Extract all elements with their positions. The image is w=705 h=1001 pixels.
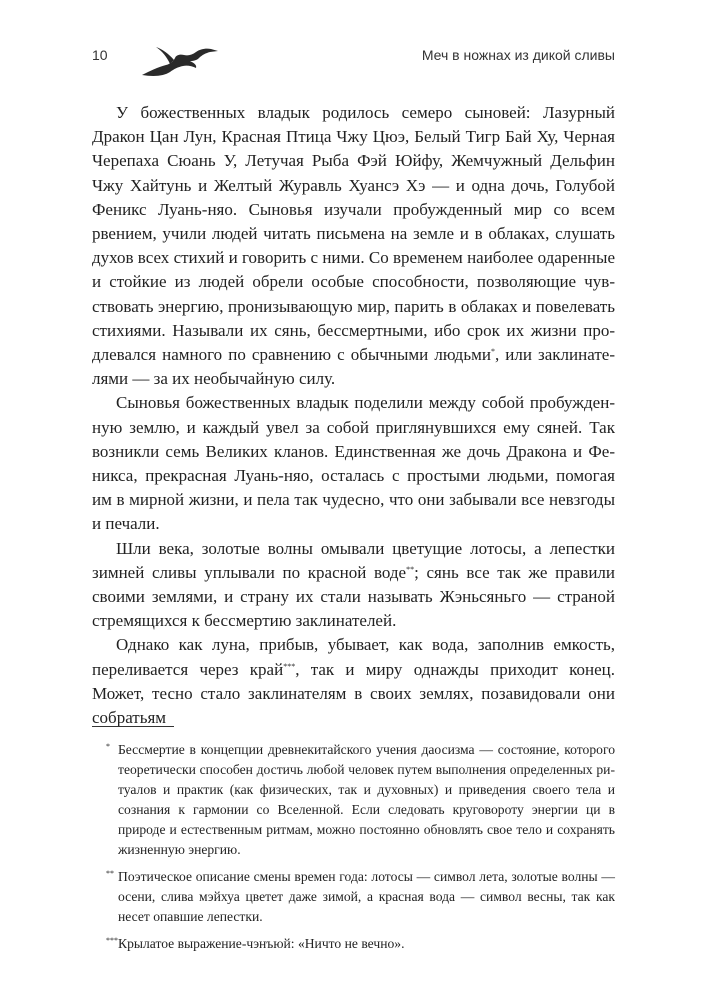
running-title: Меч в ножнах из дикой сливы xyxy=(421,47,615,63)
paragraph-4: Однако как луна, прибыв, убывает, как вода, заполнив емкость, переливается через край***, так и миру однажды приходит конец. Может, тесно стало заклинателям в своих землях, позавидовали они собратьям xyxy=(92,635,615,728)
paragraph-2: Сыновья божественных владык поделили между собой пробужденную землю, и каждый увел за собой приглянувшихся ему сяней. Так возникли семь Великих кланов. Единственная же дочь Дракона и Феникса, прекрасная Луань-няо, осталась с простыми людьми, помогая им в мирной жизни, и пела так чудесно, что они забывали все невзгоды и печали. xyxy=(92,393,615,534)
footnote-mark: *** xyxy=(106,936,118,945)
footnote-text: Бессмертие в концепции древнекитайского учения даосизма — состояние, которого теоретически способен достичь любой человек путем выполнения определенных ритуалов и практик (как физических, так и духовных) и приведения своего тела и сознания к гармонии со Вселенной. Если следовать круговороту энергии ци в природе и естественным ритмам, можно постоянно обновлять свое тело и сохранять жизненную энергию. xyxy=(118,742,615,857)
footnote-divider xyxy=(92,726,174,727)
flying-crane-icon xyxy=(140,44,220,78)
paragraph-3: Шли века, золотые волны омывали цветущие лотосы, а лепестки зимней сливы уплывали по красной воде**; сянь все так же правили своими землями, и страну их стали называть Жэньсяньго — страной стремящихся к бессмертию заклинателей. xyxy=(92,538,615,631)
page-header xyxy=(92,42,615,82)
footnote-ref-3[interactable]: *** xyxy=(283,661,296,671)
footnote-2 xyxy=(92,867,615,927)
footnote-1 xyxy=(92,740,615,860)
paragraph-1: У божественных владык родилось семеро сыновей: Лазурный Дракон Цан Лун, Красная Птица Чжу Цюэ, Белый Тигр Бай Ху, Черная Черепаха Сюань У, Летучая Рыба Фэй Юйфу, Жемчужный Дельфин Чжу Хайтунь и Желтый Журавль Хуансэ Хэ — и одна дочь, Голубой Феникс Луань-няо. Сыновья изучали пробужденный мир со всем рвением, учили людей читать письмена на земле и в облаках, слушать духов всех стихий и говорить с ними. Со временем наиболее одаренные и стойкие из людей обрели особые способности, позволяющие чувствовать энергию, пронизывающую мир, парить в облаках и повелевать стихиями. Называли их сянь, бессмертными, ибо срок их жизни продлевался намного по сравнению с обычными людьми*, или заклинателями — за их необычайную силу. xyxy=(92,103,615,389)
footnote-3 xyxy=(92,934,615,954)
footnote-mark: ** xyxy=(106,869,114,878)
footnote-ref-1[interactable]: * xyxy=(490,347,495,357)
footnote-ref-2[interactable]: ** xyxy=(406,564,415,574)
footnotes xyxy=(92,740,615,961)
footnote-text: Крылатое выражение-чэнъюй: «Ничто не вечно». xyxy=(118,936,405,951)
footnote-mark: * xyxy=(106,742,110,751)
main-text xyxy=(92,101,615,730)
footnote-text: Поэтическое описание смены времен года: лотосы — символ лета, золотые волны — осени, слива мэйхуа цветет даже зимой, а красная вода — символ весны, так как несет опавшие лепестки. xyxy=(118,869,615,924)
page-number: 10 xyxy=(92,47,108,63)
